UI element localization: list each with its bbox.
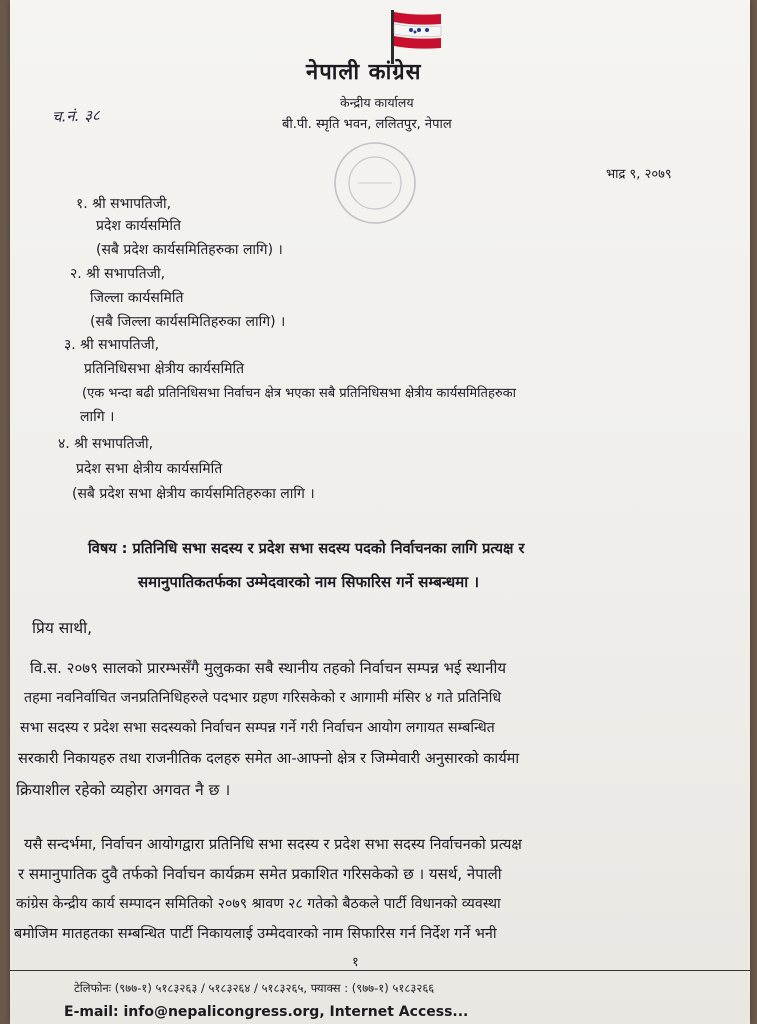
subject-line-1: विषय : प्रतिनिधि सभा सदस्य र प्रदेश सभा सदस्य पदको निर्वाचनका लागि प्रत्यक्ष र [88,541,525,557]
recipient-1-note: (सबै प्रदेश कार्यसमितिहरुका लागि) । [96,242,283,258]
subject-line-2: समानुपातिकतर्फका उम्मेदवारको नाम सिफारिस गर्ने सम्बन्धमा । [138,573,480,591]
paragraph-1-line-4: सरकारी निकायहरु तथा राजनीतिक दलहरु समेत आ-आफ्नो क्षेत्र र जिम्मेवारी अनुसारको कार्यमा [18,750,520,767]
footer-phone: टेलिफोनः (९७७-१) ५१८३२६३ / ५१८३२६४ / ५१८३२६५, फ्याक्स : (९७७-१) ५१८३२६६ [74,981,435,995]
office-stamp-icon [332,140,418,226]
paragraph-1-line-3: सभा सदस्य र प्रदेश सभा सदस्यको निर्वाचन सम्पन्न गर्ने गरी निर्वाचन आयोग लगायत सम्बन्धित [20,720,495,736]
recipient-4-note: (सबै प्रदेश सभा क्षेत्रीय कार्यसमितिहरुका लागि । [72,486,315,502]
paragraph-1-line-2: तहमा नवनिर्वाचित जनप्रतिनिधिहरुले पदभार ग्रहण गरिसकेको र आगामी मंसिर ४ गते प्रतिनिधि [24,690,502,706]
paragraph-2-line-2: र समानुपातिक दुवै तर्फको निर्वाचन कार्यक्रम समेत प्रकाशित गरिसकेको छ । यसर्थ, नेपाली [18,865,502,883]
reference-number: च.नं. ३८ [51,106,101,126]
recipient-4-body: प्रदेश सभा क्षेत्रीय कार्यसमिति [76,461,223,477]
recipient-3-body: प्रतिनिधिसभा क्षेत्रीय कार्यसमिति [84,361,245,377]
paragraph-1-line-5: क्रियाशील रहेको व्यहोरा अगवत नै छ । [16,781,231,799]
recipient-1-title: १. श्री सभापतिजी, [76,196,172,212]
recipient-4-title: ४. श्री सभापतिजी, [58,436,154,452]
recipient-3-note-cont: लागि । [80,409,115,425]
office-address: बी.पी. स्मृति भवन, ललितपुर, नेपाल [282,117,452,132]
footer-divider [10,970,750,971]
paragraph-1-line-1: वि.स. २०७९ सालको प्रारम्भसँगै मुलुकका सबै स्थानीय तहको निर्वाचन सम्पन्न भई स्थानीय [30,659,507,677]
recipient-2-body: जिल्ला कार्यसमिति [90,290,184,306]
letter-page [10,0,750,1024]
paragraph-2-line-1: यसै सन्दर्भमा, निर्वाचन आयोगद्वारा प्रतिनिधि सभा सदस्य र प्रदेश सभा सदस्य निर्वाचनको प्रत्यक्ष [24,836,522,853]
recipient-3-note: (एक भन्दा बढी प्रतिनिधिसभा निर्वाचन क्षेत्र भएका सबै प्रतिनिधिसभा क्षेत्रीय कार्यसमितिहरुका [82,386,516,401]
paragraph-2-line-3: कांग्रेस केन्द्रीय कार्य सम्पादन समितिको २०७९ श्रावण २८ गतेको बैठकले पार्टी विधानको व्यवस्था [16,896,501,912]
letter-date: भाद्र ९, २०७९ [606,167,672,182]
recipient-2-title: २. श्री सभापतिजी, [70,266,166,282]
office-name: केन्द्रीय कार्यालय [340,95,414,110]
paragraph-2-line-4: बमोजिम मातहतका सम्बन्धित पार्टी निकायलाई उम्मेदवारको नाम सिफारिस गर्न निर्देश गर्ने भनी [14,926,497,942]
recipient-2-note: (सबै जिल्ला कार्यसमितिहरुका लागि) । [90,314,286,330]
footer-email: E-mail: info@nepalicongress.org, Internet Access... [64,1004,469,1020]
recipient-1-body: प्रदेश कार्यसमिति [96,218,181,234]
salutation: प्रिय साथी, [32,619,93,637]
organization-name: नेपाली कांग्रेस [306,60,422,85]
page-number: १ [352,955,359,970]
recipient-3-title: ३. श्री सभापतिजी, [64,337,160,353]
